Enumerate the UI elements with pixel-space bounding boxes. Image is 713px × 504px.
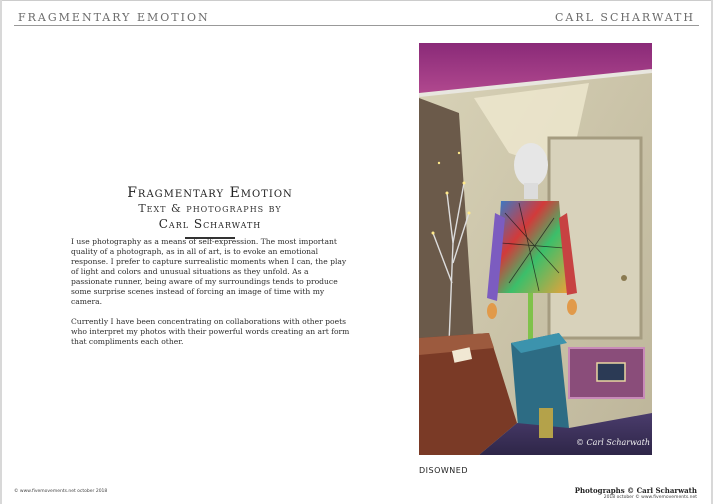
running-header-title: FRAGMENTARY EMOTION <box>18 11 210 24</box>
photograph <box>419 43 652 455</box>
page-left-border <box>0 0 2 504</box>
photo-watermark: © Carl Scharwath <box>576 438 651 447</box>
article-subtitle: Text & photographs by <box>138 202 282 215</box>
body-paragraph: Currently I have been concentrating on collaborations with other poets who interpret my photos with their powerful words creating an art form that compliments each other. <box>71 317 350 346</box>
header-rule <box>14 25 699 26</box>
title-block <box>70 185 350 239</box>
article-author: Carl Scharwath <box>158 217 262 231</box>
article-body <box>71 237 351 357</box>
footer-photo-credit: Photographs © Carl Scharwath <box>574 486 697 495</box>
running-header-author: CARL SCHARWATH <box>554 11 695 24</box>
footer-copyright: © www.fivemovements.net october 2018 <box>14 489 108 494</box>
body-paragraph: I use photography as a means of self-expression. The most important quality of a photograph, as in all of art, is to evoke an emotional response. I prefer to capture surrealistic moments when I can, the play of light and colors and unusual situations as they unfold. As a passionate runner, being aware of my surroundings tends to produce some surprise scenes instead of forcing an image of time with my camera. <box>71 237 347 306</box>
footer-issue: 2018 october © www.fivemovements.net <box>603 495 697 500</box>
photograph-art <box>419 43 652 455</box>
article-title: Fragmentary Emotion <box>127 185 293 201</box>
page-top-border <box>0 0 713 1</box>
photo-caption: DISOWNED <box>419 466 469 475</box>
